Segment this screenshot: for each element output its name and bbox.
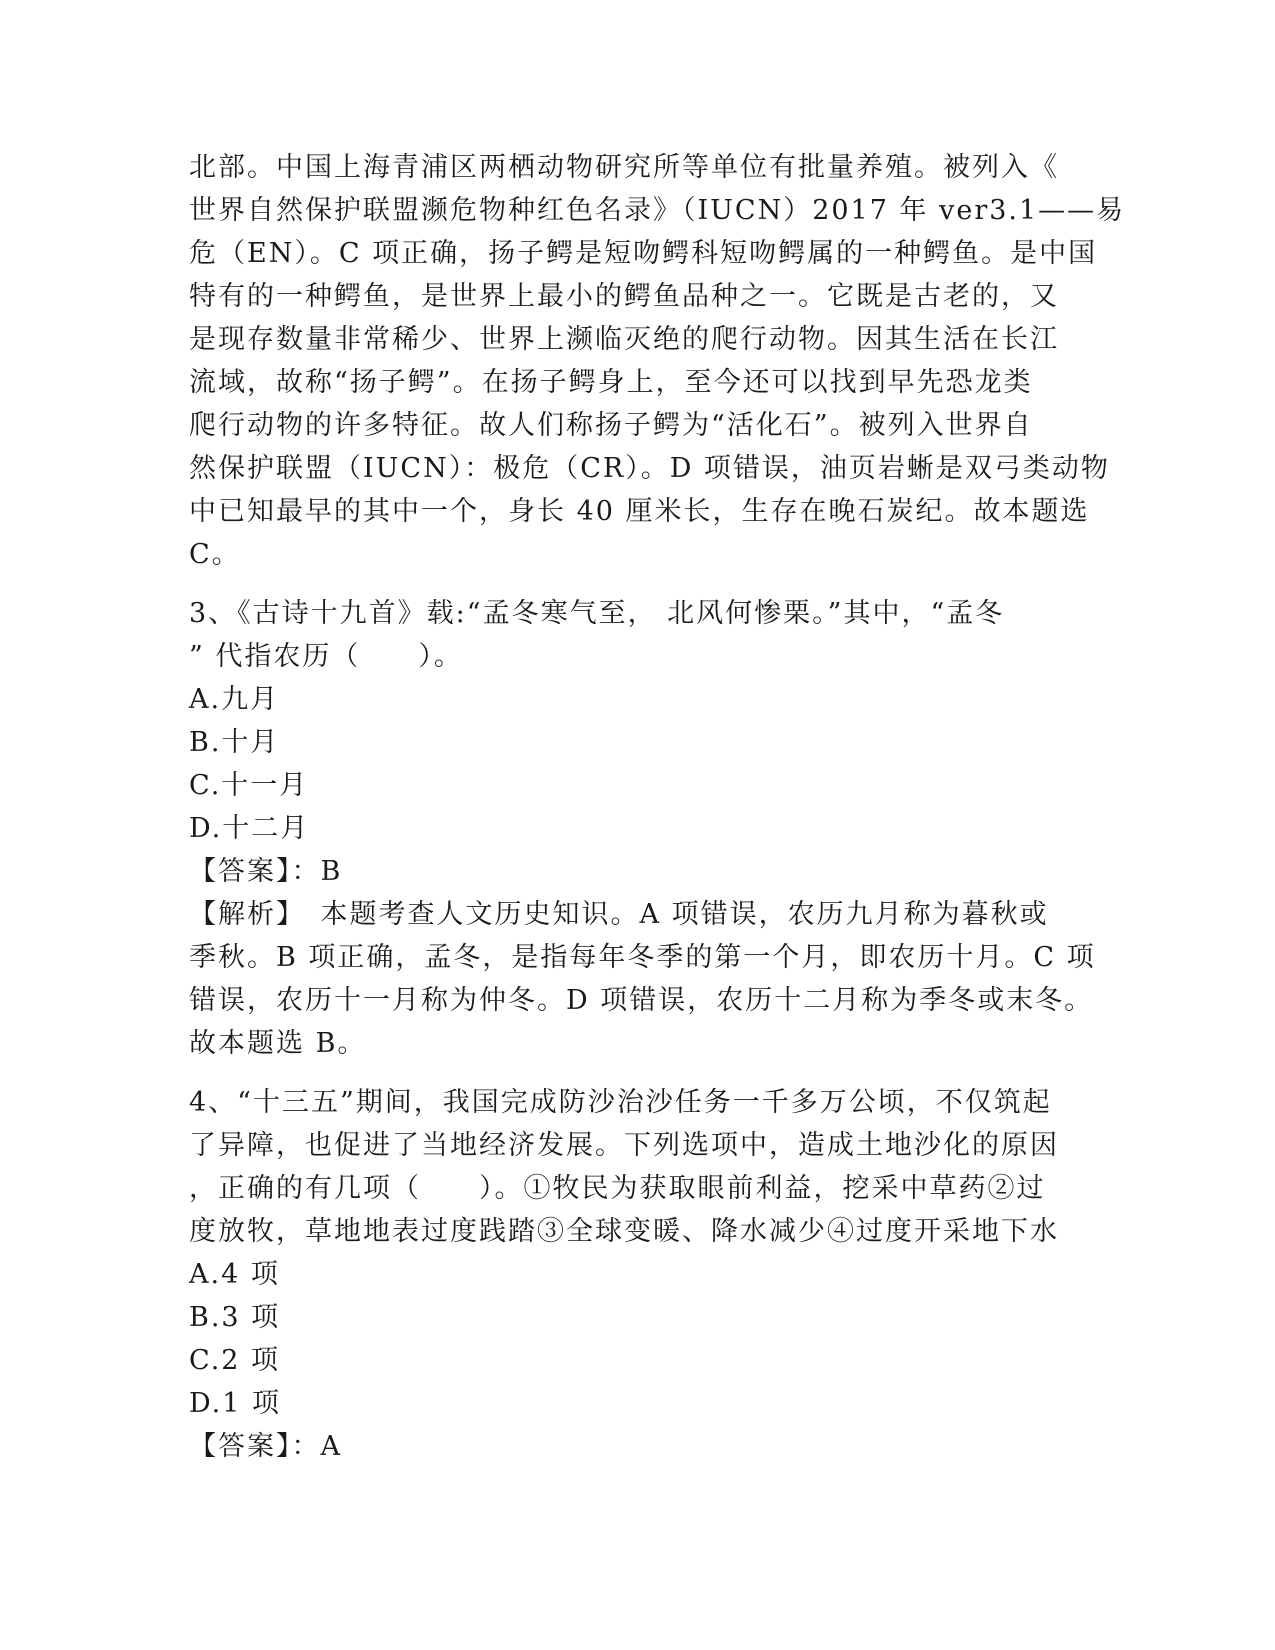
- explanation-line: 爬行动物的许多特征。故人们称扬子鳄为“活化石”。被列入世界自: [189, 410, 1033, 441]
- analysis-line: 季秋。B 项正确，孟冬，是指每年冬季的第一个月，即农历十月。C 项: [189, 942, 1096, 973]
- explanation-line: 流域，故称“扬子鳄”。在扬子鳄身上，至今还可以找到早先恐龙类: [189, 367, 1033, 398]
- answer-line: 【答案】：B: [189, 856, 343, 887]
- spacer: [189, 1065, 1089, 1081]
- answer-line: 【答案】：A: [189, 1431, 342, 1462]
- question-stem-line: 度放牧，草地地表过度践踏③全球变暖、降水减少④过度开采地下水: [189, 1216, 1059, 1247]
- question-4: [189, 1081, 1089, 1468]
- explanation-line: 危（EN）。C 项正确，扬子鳄是短吻鳄科短吻鳄属的一种鳄鱼。是中国: [189, 238, 1098, 269]
- question-stem-line: ，正确的有几项（ ）。①牧民为获取眼前利益，挖采中草药②过: [189, 1173, 1046, 1204]
- explanation-line: 中已知最早的其中一个，身长 40 厘米长，生存在晚石炭纪。故本题选: [189, 496, 1090, 527]
- analysis-line: 故本题选 B。: [189, 1028, 367, 1059]
- explanation-line: 北部。中国上海青浦区两栖动物研究所等单位有批量养殖。被列入《: [189, 152, 1059, 183]
- analysis-line: 【解析】 本题考查人文历史知识。A 项错误，农历九月称为暮秋或: [189, 899, 1049, 930]
- option-c: C.2 项: [189, 1345, 281, 1376]
- question-stem-line: ” 代指农历（ ）。: [189, 641, 463, 672]
- explanation-line: C。: [189, 539, 241, 570]
- question-stem-line: 了异障，也促进了当地经济发展。下列选项中，造成土地沙化的原因: [189, 1130, 1059, 1161]
- option-c: C.十一月: [189, 770, 309, 801]
- question-stem-line: 4、“十三五”期间，我国完成防沙治沙任务一千多万公顷，不仅筑起: [189, 1087, 1052, 1118]
- analysis-line: 错误，农历十一月称为仲冬。D 项错误，农历十二月称为季冬或末冬。: [189, 985, 1094, 1016]
- question-3: [189, 592, 1096, 1065]
- option-b: B.十月: [189, 727, 280, 758]
- explanation-line: 然保护联盟（IUCN）：极危（CR）。D 项错误，油页岩蜥是双弓类动物: [189, 453, 1110, 484]
- explanation-line: 是现存数量非常稀少、世界上濒临灭绝的爬行动物。因其生活在长江: [189, 324, 1059, 355]
- explanation-line: 特有的一种鳄鱼，是世界上最小的鳄鱼品种之一。它既是古老的，又: [189, 281, 1059, 312]
- option-d: D.十二月: [189, 813, 310, 844]
- document-page: [189, 146, 1126, 1468]
- option-b: B.3 项: [189, 1302, 281, 1333]
- question-stem-line: 3、《古诗十九首》载:“孟冬寒气至， 北风何惨栗。”其中，“孟冬: [189, 598, 1005, 629]
- option-d: D.1 项: [189, 1388, 282, 1419]
- option-a: A.4 项: [189, 1259, 280, 1290]
- explanation-line: 世界自然保护联盟濒危物种红色名录》（IUCN）2017 年 ver3.1——易: [189, 195, 1126, 226]
- prev-explanation: [189, 146, 1126, 576]
- spacer: [189, 576, 1089, 592]
- option-a: A.九月: [189, 684, 280, 715]
